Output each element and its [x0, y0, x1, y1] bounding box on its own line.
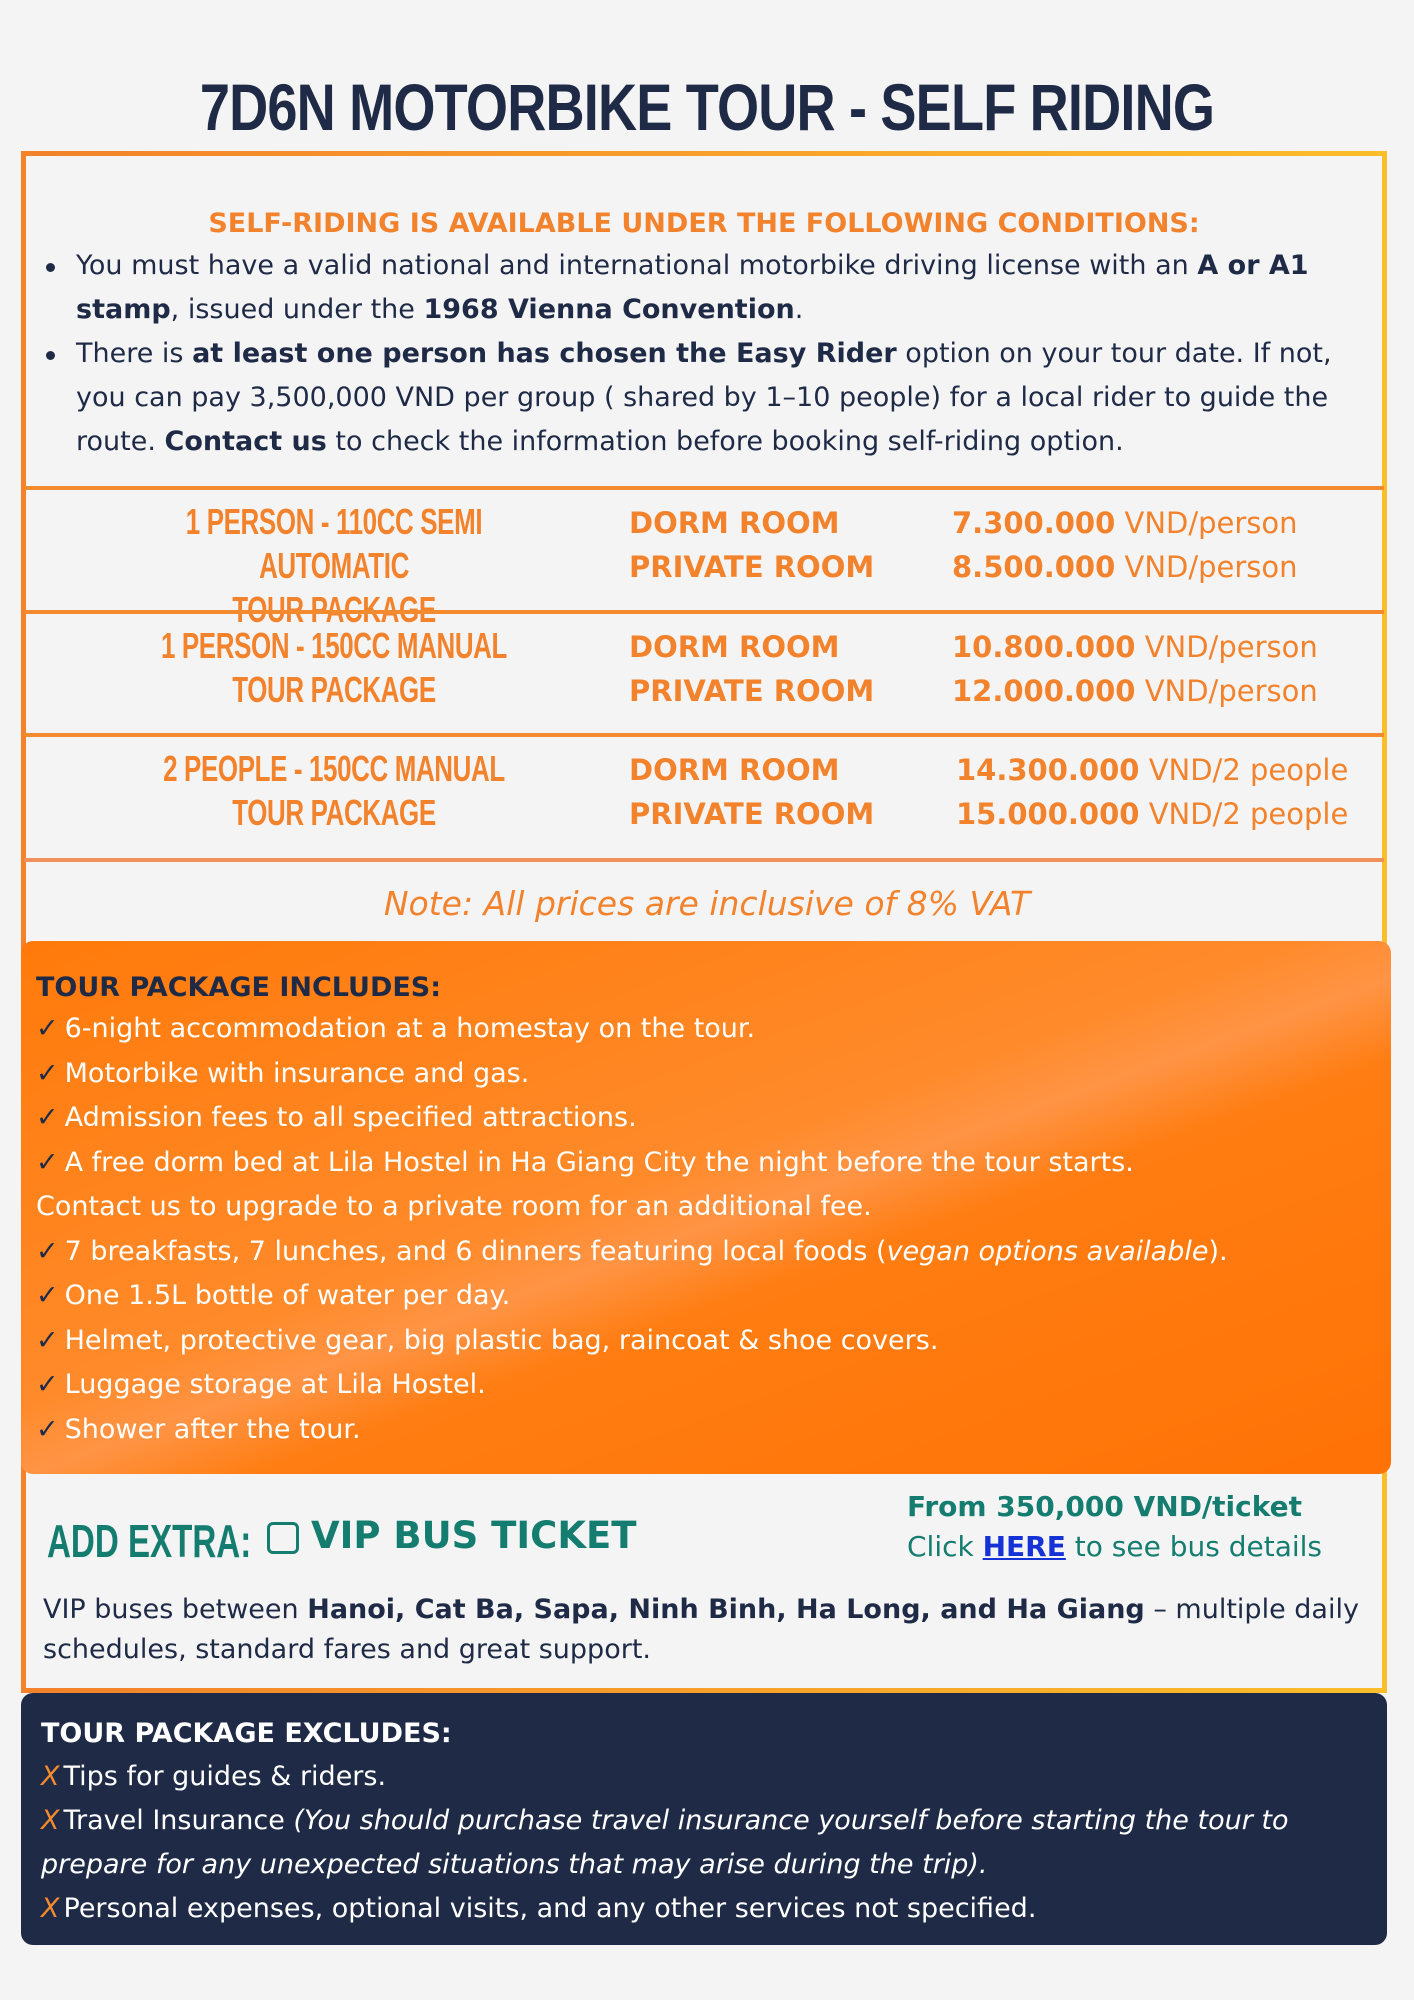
item-text: Luggage storage at Lila Hostel. — [64, 1369, 486, 1400]
text: option on your tour date. If not, you can pay 3,500,000 VND per group ( shared by 1–10 people) for a local rider to guide the route. — [76, 338, 1332, 457]
check-icon: ✓ — [36, 1235, 59, 1267]
package-name — [140, 624, 529, 712]
text-bold: A or A1 stamp — [76, 250, 1309, 325]
dorm-room-label: DORM ROOM — [629, 506, 840, 540]
excludes-section — [21, 1693, 1387, 1945]
package-name-line: 1 PERSON - 110CC SEMI AUTOMATIC — [185, 501, 483, 586]
check-icon: ✓ — [36, 1146, 59, 1178]
text-bold: 1968 Vienna Convention — [423, 294, 795, 325]
check-icon: ✓ — [36, 1369, 59, 1400]
list-item — [41, 1799, 1369, 1887]
item-text: Helmet, protective gear, big plastic bag, raincoat & shoe covers. — [64, 1324, 939, 1356]
bus-ticket-price: From 350,000 VND/ticket — [907, 1490, 1302, 1523]
page-title: 7D6N MOTORBIKE TOUR - SELF RIDING — [199, 70, 1215, 144]
item-text: Travel Insurance — [63, 1805, 294, 1836]
package-row-150cc-single — [24, 610, 1384, 734]
package-row-150cc-double — [24, 733, 1384, 857]
list-item — [36, 1141, 1391, 1186]
divider — [24, 858, 1384, 862]
text: VIP buses between — [43, 1594, 308, 1625]
item-text: Admission fees to all specified attractions. — [64, 1102, 637, 1133]
dorm-price — [956, 753, 1348, 787]
x-icon: X — [41, 1761, 60, 1792]
item-text: Personal expenses, optional visits, and any other services not specified. — [63, 1893, 1037, 1924]
here-link[interactable]: HERE — [982, 1530, 1066, 1563]
item-text: ). — [1208, 1235, 1228, 1267]
item-text: A free dorm bed at Lila Hostel in Ha Giang City the night before the tour starts. — [64, 1146, 1134, 1178]
package-name-line: TOUR PACKAGE — [232, 589, 436, 630]
includes-list — [36, 1007, 1391, 1452]
list-item — [36, 1052, 1391, 1097]
text: to see bus details — [1065, 1530, 1323, 1563]
contact-us-link[interactable]: Contact us — [164, 426, 327, 457]
check-icon: ✓ — [36, 1324, 59, 1356]
text: , issued under the — [170, 294, 424, 325]
check-icon: ✓ — [36, 1413, 59, 1445]
price-value: 8.500.000 — [952, 550, 1116, 584]
price-value: 14.300.000 — [956, 753, 1140, 787]
item-text: Motorbike with insurance and gas. — [64, 1057, 530, 1089]
text: . — [794, 294, 804, 325]
package-name-line: TOUR PACKAGE — [232, 792, 436, 833]
add-extra-section — [21, 1478, 1391, 1688]
item-text-italic: (You should purchase travel insurance yourself before starting the tour to prepare for any unexpected situations that may arise during the trip). — [41, 1805, 1289, 1880]
vat-note: Note: All prices are inclusive of 8% VAT — [383, 884, 1031, 923]
list-item — [41, 1755, 1369, 1799]
dorm-room-label: DORM ROOM — [629, 753, 840, 787]
text: – multiple daily schedules, standard fares and great support. — [43, 1594, 1359, 1665]
x-icon: X — [41, 1893, 60, 1924]
list-item — [36, 1230, 1391, 1275]
private-price — [952, 674, 1318, 708]
package-name — [140, 747, 529, 835]
list-item — [36, 1007, 1391, 1052]
private-price — [956, 797, 1348, 831]
list-item-continuation: Contact us to upgrade to a private room for an additional fee. — [36, 1191, 872, 1222]
price-unit: VND/person — [1144, 630, 1318, 664]
list-item — [41, 1887, 1369, 1931]
package-name-line: 1 PERSON - 150CC MANUAL — [160, 625, 508, 666]
check-icon: ✓ — [36, 1057, 59, 1089]
price-value: 12.000.000 — [952, 674, 1136, 708]
dorm-price — [952, 630, 1318, 664]
price-value: 7.300.000 — [952, 506, 1116, 540]
vip-bus-label[interactable]: VIP BUS TICKET — [311, 1514, 637, 1557]
list-item — [36, 1096, 1391, 1141]
item-text-italic: vegan options available — [886, 1235, 1209, 1267]
x-icon: X — [41, 1805, 60, 1836]
conditions-list — [24, 244, 1384, 464]
vip-bus-description — [43, 1590, 1373, 1670]
price-unit: VND/2 people — [1148, 797, 1349, 831]
price-unit: VND/person — [1124, 550, 1298, 584]
item-text: 7 breakfasts, 7 lunches, and 6 dinners featuring local foods ( — [64, 1235, 887, 1267]
list-item — [36, 1363, 1391, 1408]
item-text: One 1.5L bottle of water per day. — [64, 1280, 511, 1311]
bus-details-line — [907, 1530, 1322, 1563]
condition-item-easy-rider — [76, 332, 1362, 464]
includes-section — [21, 941, 1391, 1474]
list-item — [36, 1408, 1391, 1453]
check-icon: ✓ — [36, 1013, 59, 1044]
text-bold: Hanoi, Cat Ba, Sapa, Ninh Binh, Ha Long, and Ha Giang — [307, 1594, 1145, 1625]
list-item — [36, 1274, 1391, 1319]
item-text: Tips for guides & riders. — [63, 1761, 387, 1792]
add-extra-label: ADD EXTRA: — [47, 1515, 252, 1567]
price-value: 15.000.000 — [956, 797, 1140, 831]
excludes-list — [41, 1755, 1369, 1931]
price-unit: VND/person — [1144, 674, 1318, 708]
package-name-line: 2 PEOPLE - 150CC MANUAL — [163, 748, 505, 789]
dorm-room-label: DORM ROOM — [629, 630, 840, 664]
text: Click — [907, 1530, 983, 1563]
check-icon: ✓ — [36, 1280, 59, 1311]
conditions-heading: SELF-RIDING IS AVAILABLE UNDER THE FOLLOWING CONDITIONS: — [208, 208, 1200, 239]
private-price — [952, 550, 1298, 584]
item-text: 6-night accommodation at a homestay on the tour. — [64, 1013, 756, 1044]
vip-bus-checkbox[interactable] — [267, 1522, 299, 1554]
dorm-price — [952, 506, 1298, 540]
package-row-110cc — [24, 486, 1384, 630]
price-unit: VND/2 people — [1148, 753, 1349, 787]
text: There is — [76, 338, 193, 369]
private-room-label: PRIVATE ROOM — [629, 797, 875, 831]
text: to check the information before booking self-riding option. — [326, 426, 1124, 457]
private-room-label: PRIVATE ROOM — [629, 550, 875, 584]
text: You must have a valid national and international motorbike driving license with an — [76, 250, 1198, 281]
list-item — [36, 1319, 1391, 1364]
conditions-section — [24, 160, 1384, 464]
condition-item-license — [76, 244, 1362, 332]
price-value: 10.800.000 — [952, 630, 1136, 664]
item-text: Shower after the tour. — [64, 1413, 361, 1445]
includes-heading: TOUR PACKAGE INCLUDES: — [36, 972, 442, 1003]
text-bold: at least one person has chosen the Easy Rider — [192, 338, 897, 369]
private-room-label: PRIVATE ROOM — [629, 674, 875, 708]
excludes-heading: TOUR PACKAGE EXCLUDES: — [41, 1718, 452, 1749]
check-icon: ✓ — [36, 1102, 59, 1133]
price-unit: VND/person — [1124, 506, 1298, 540]
package-name-line: TOUR PACKAGE — [232, 669, 436, 710]
